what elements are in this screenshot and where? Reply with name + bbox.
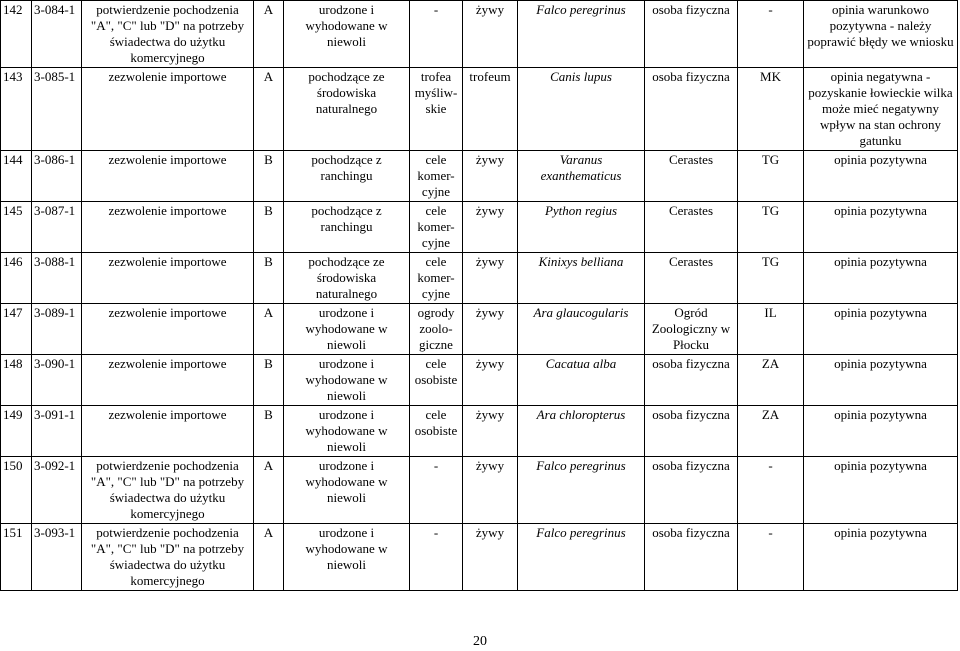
appendix-category-cell: A (254, 68, 284, 151)
row-number-cell: 150 (1, 457, 32, 524)
row-number-cell: 143 (1, 68, 32, 151)
row-number-cell: 146 (1, 253, 32, 304)
opinion-cell: opinia pozytywna (804, 406, 958, 457)
applicant-cell: osoba fizyczna (645, 457, 738, 524)
appendix-category-cell: A (254, 457, 284, 524)
specimen-source-cell: pochodzące z ranchingu (284, 151, 410, 202)
case-number-cell: 3-093-1 (32, 524, 82, 591)
appendix-category-cell: B (254, 406, 284, 457)
country-code-cell: - (738, 457, 804, 524)
specimen-state-cell: żywy (463, 1, 518, 68)
document-type-cell: zezwolenie importowe (82, 355, 254, 406)
appendix-category-cell: B (254, 202, 284, 253)
table-row (1, 524, 958, 591)
applicant-cell: Cerastes (645, 253, 738, 304)
applicant-cell: osoba fizyczna (645, 355, 738, 406)
case-number-cell: 3-089-1 (32, 304, 82, 355)
country-code-cell: - (738, 524, 804, 591)
specimen-source-cell: pochodzące ze środowiska naturalnego (284, 68, 410, 151)
applicant-cell: osoba fizyczna (645, 1, 738, 68)
specimen-source-cell: urodzone i wyhodowane w niewoli (284, 457, 410, 524)
purpose-cell: ogrody zoolo-giczne (410, 304, 463, 355)
case-number-cell: 3-088-1 (32, 253, 82, 304)
row-number-cell: 145 (1, 202, 32, 253)
applicant-cell: Cerastes (645, 151, 738, 202)
opinion-cell: opinia negatywna - pozyskanie łowieckie wilka może mieć negatywny wpływ na stan ochrony gatunku (804, 68, 958, 151)
species-name-cell: Python regius (518, 202, 645, 253)
species-name-cell: Kinixys belliana (518, 253, 645, 304)
document-type-cell: zezwolenie importowe (82, 151, 254, 202)
species-name-cell: Varanus exanthematicus (518, 151, 645, 202)
species-name-cell: Falco peregrinus (518, 1, 645, 68)
document-type-cell: zezwolenie importowe (82, 253, 254, 304)
purpose-cell: - (410, 1, 463, 68)
specimen-source-cell: urodzone i wyhodowane w niewoli (284, 304, 410, 355)
specimen-state-cell: żywy (463, 151, 518, 202)
purpose-cell: trofea myśliw-skie (410, 68, 463, 151)
applicant-cell: osoba fizyczna (645, 406, 738, 457)
purpose-cell: cele komer-cyjne (410, 253, 463, 304)
country-code-cell: MK (738, 68, 804, 151)
document-type-cell: zezwolenie importowe (82, 68, 254, 151)
table-row (1, 253, 958, 304)
specimen-state-cell: trofeum (463, 68, 518, 151)
table-row (1, 457, 958, 524)
specimen-source-cell: urodzone i wyhodowane w niewoli (284, 406, 410, 457)
page-number: 20 (473, 634, 487, 649)
table-body (1, 1, 958, 591)
specimen-state-cell: żywy (463, 355, 518, 406)
document-type-cell: potwierdzenie pochodzenia "A", "C" lub "D" na potrzeby świadectwa do użytku komercyjnego (82, 524, 254, 591)
specimen-state-cell: żywy (463, 253, 518, 304)
country-code-cell: TG (738, 151, 804, 202)
appendix-category-cell: A (254, 524, 284, 591)
row-number-cell: 151 (1, 524, 32, 591)
applicant-cell: Cerastes (645, 202, 738, 253)
case-number-cell: 3-086-1 (32, 151, 82, 202)
specimen-source-cell: urodzone i wyhodowane w niewoli (284, 524, 410, 591)
country-code-cell: ZA (738, 406, 804, 457)
row-number-cell: 147 (1, 304, 32, 355)
table-row (1, 202, 958, 253)
appendix-category-cell: A (254, 304, 284, 355)
applicant-cell: osoba fizyczna (645, 524, 738, 591)
appendix-category-cell: B (254, 355, 284, 406)
applicant-cell: osoba fizyczna (645, 68, 738, 151)
document-type-cell: potwierdzenie pochodzenia "A", "C" lub "D" na potrzeby świadectwa do użytku komercyjnego (82, 1, 254, 68)
purpose-cell: cele komer-cyjne (410, 151, 463, 202)
applicant-cell: Ogród Zoologiczny w Płocku (645, 304, 738, 355)
document-type-cell: zezwolenie importowe (82, 304, 254, 355)
country-code-cell: - (738, 1, 804, 68)
row-number-cell: 142 (1, 1, 32, 68)
specimen-state-cell: żywy (463, 524, 518, 591)
species-name-cell: Falco peregrinus (518, 524, 645, 591)
document-type-cell: potwierdzenie pochodzenia "A", "C" lub "D" na potrzeby świadectwa do użytku komercyjnego (82, 457, 254, 524)
specimen-source-cell: pochodzące ze środowiska naturalnego (284, 253, 410, 304)
specimen-state-cell: żywy (463, 202, 518, 253)
appendix-category-cell: B (254, 151, 284, 202)
table-row (1, 304, 958, 355)
appendix-category-cell: A (254, 1, 284, 68)
country-code-cell: TG (738, 202, 804, 253)
opinion-cell: opinia pozytywna (804, 202, 958, 253)
table-row (1, 406, 958, 457)
document-type-cell: zezwolenie importowe (82, 406, 254, 457)
row-number-cell: 144 (1, 151, 32, 202)
specimen-state-cell: żywy (463, 457, 518, 524)
opinion-cell: opinia pozytywna (804, 253, 958, 304)
case-number-cell: 3-090-1 (32, 355, 82, 406)
row-number-cell: 149 (1, 406, 32, 457)
specimen-state-cell: żywy (463, 304, 518, 355)
row-number-cell: 148 (1, 355, 32, 406)
table-row (1, 355, 958, 406)
document-type-cell: zezwolenie importowe (82, 202, 254, 253)
species-name-cell: Ara chloropterus (518, 406, 645, 457)
purpose-cell: cele komer-cyjne (410, 202, 463, 253)
purpose-cell: cele osobiste (410, 355, 463, 406)
table-row (1, 1, 958, 68)
opinion-cell: opinia pozytywna (804, 457, 958, 524)
case-number-cell: 3-085-1 (32, 68, 82, 151)
country-code-cell: TG (738, 253, 804, 304)
case-number-cell: 3-091-1 (32, 406, 82, 457)
country-code-cell: ZA (738, 355, 804, 406)
species-name-cell: Ara glaucogularis (518, 304, 645, 355)
species-name-cell: Canis lupus (518, 68, 645, 151)
species-name-cell: Falco peregrinus (518, 457, 645, 524)
purpose-cell: cele osobiste (410, 406, 463, 457)
table-row (1, 151, 958, 202)
purpose-cell: - (410, 524, 463, 591)
case-number-cell: 3-092-1 (32, 457, 82, 524)
appendix-category-cell: B (254, 253, 284, 304)
specimen-source-cell: urodzone i wyhodowane w niewoli (284, 1, 410, 68)
specimen-source-cell: pochodzące z ranchingu (284, 202, 410, 253)
opinion-cell: opinia pozytywna (804, 355, 958, 406)
purpose-cell: - (410, 457, 463, 524)
opinion-cell: opinia pozytywna (804, 524, 958, 591)
species-name-cell: Cacatua alba (518, 355, 645, 406)
opinion-cell: opinia warunkowo pozytywna - należy poprawić błędy we wniosku (804, 1, 958, 68)
opinion-cell: opinia pozytywna (804, 304, 958, 355)
table-row (1, 68, 958, 151)
specimen-source-cell: urodzone i wyhodowane w niewoli (284, 355, 410, 406)
opinion-cell: opinia pozytywna (804, 151, 958, 202)
specimen-state-cell: żywy (463, 406, 518, 457)
case-number-cell: 3-087-1 (32, 202, 82, 253)
country-code-cell: IL (738, 304, 804, 355)
case-number-cell: 3-084-1 (32, 1, 82, 68)
